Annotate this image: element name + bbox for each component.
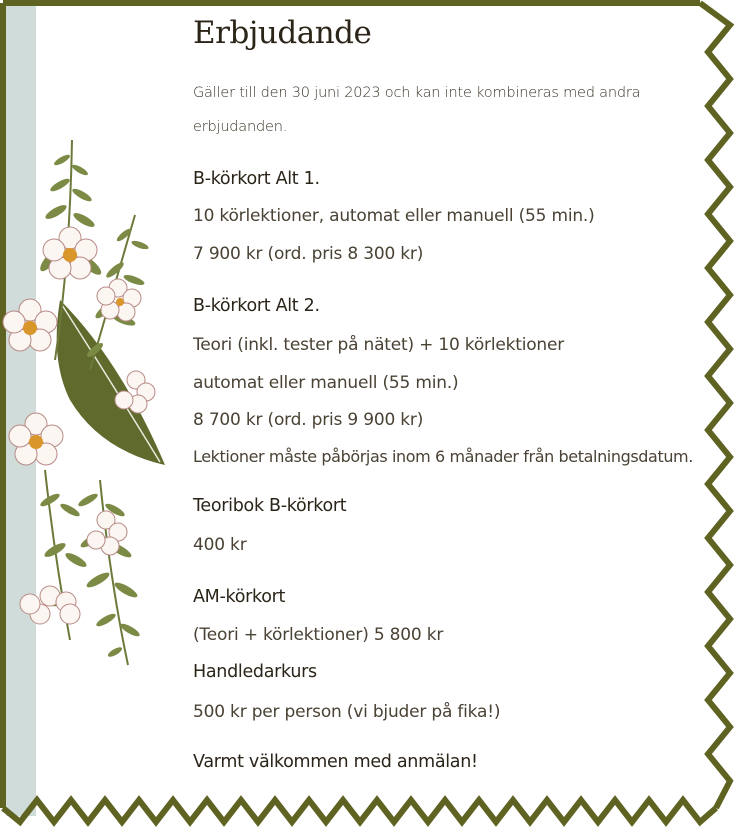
side-band — [6, 6, 36, 816]
section-heading-b-alt1: B-körkort Alt 1. — [193, 169, 320, 189]
section-line: automat eller manuell (55 min.) — [193, 373, 459, 393]
price-line: 400 kr — [193, 535, 247, 555]
section-heading-am: AM-körkort — [193, 587, 286, 607]
intro-text-line1: Gäller till den 30 juni 2023 och kan inte kombineras med andra — [193, 85, 641, 101]
flower-icon — [97, 279, 141, 321]
price-line: 500 kr per person (vi bjuder på fika!) — [193, 702, 501, 722]
page-title: Erbjudande — [193, 15, 372, 51]
border-right-zigzag — [700, 3, 730, 808]
closing-text: Varmt välkommen med anmälan! — [193, 752, 478, 772]
price-line: (Teori + körlektioner) 5 800 kr — [193, 625, 444, 645]
section-line: Teori (inkl. tester på nätet) + 10 körlektioner — [193, 335, 565, 355]
price-line: 8 700 kr (ord. pris 9 900 kr) — [193, 410, 424, 430]
price-line: 7 900 kr (ord. pris 8 300 kr) — [193, 244, 424, 264]
flower-icon — [43, 227, 97, 279]
border-bottom-zigzag — [3, 800, 716, 822]
section-heading-handledarkurs: Handledarkurs — [193, 662, 317, 682]
section-heading-b-alt2: B-körkort Alt 2. — [193, 296, 320, 316]
flower-icon — [115, 371, 155, 413]
section-heading-teoribok: Teoribok B-körkort — [193, 496, 347, 516]
intro-text-line2: erbjudanden. — [193, 119, 288, 135]
section-line: 10 körlektioner, automat eller manuell (55 min.) — [193, 206, 595, 226]
section-note: Lektioner måste påbörjas inom 6 månader från betalningsdatum. — [193, 447, 693, 466]
